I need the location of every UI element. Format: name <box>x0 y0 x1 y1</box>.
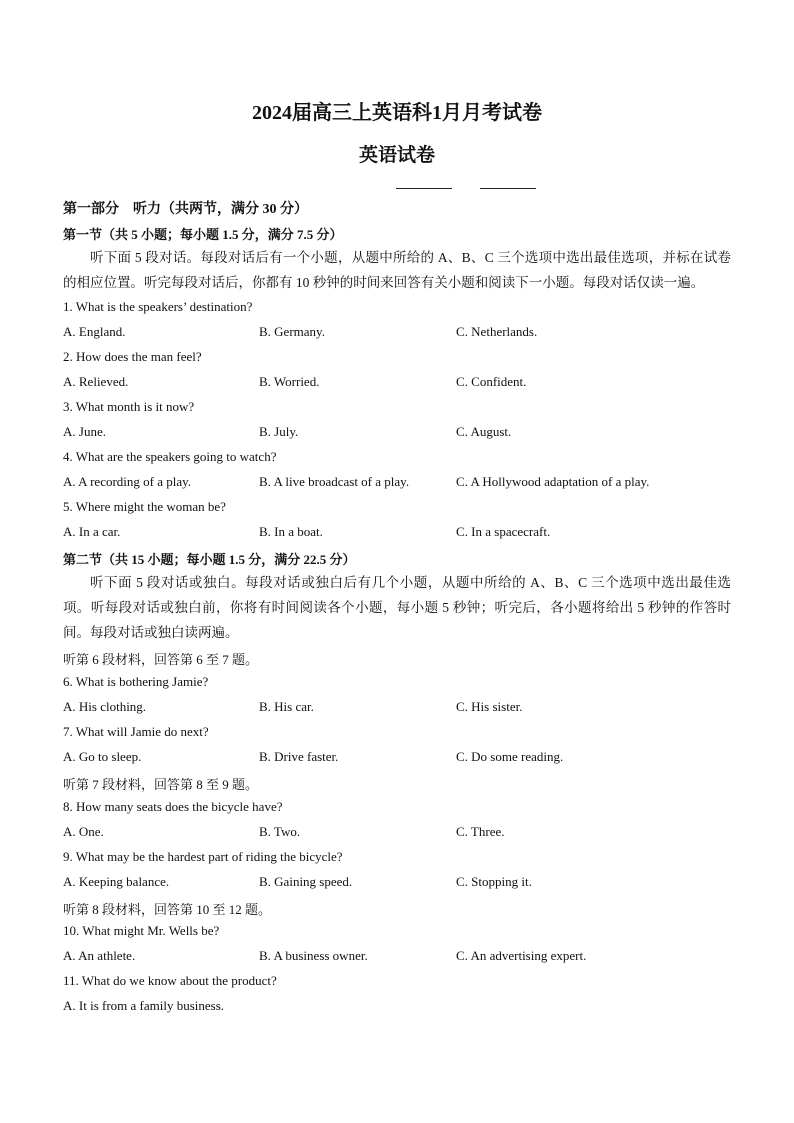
q1-option-a: A. England. <box>63 324 126 339</box>
q9-option-c: C. Stopping it. <box>456 874 532 889</box>
q3-option-a: A. June. <box>63 424 106 439</box>
q8-option-a: A. One. <box>63 824 104 839</box>
q5-option-a: A. In a car. <box>63 524 121 539</box>
question-9: 9. What may be the hardest part of riding the bicycle? <box>63 849 343 864</box>
question-8: 8. How many seats does the bicycle have? <box>63 799 283 814</box>
q5-option-c: C. In a spacecraft. <box>456 524 551 539</box>
q2-option-a: A. Relieved. <box>63 374 129 389</box>
q8-option-b: B. Two. <box>259 824 301 839</box>
question-3: 3. What month is it now? <box>63 399 195 414</box>
question-2: 2. How does the man feel? <box>63 349 202 364</box>
question-5: 5. Where might the woman be? <box>63 499 226 514</box>
q10-option-c: C. An advertising expert. <box>456 948 587 963</box>
q2-option-b: B. Worried. <box>259 374 320 389</box>
q3-option-b: B. July. <box>259 424 299 439</box>
question-7: 7. What will Jamie do next? <box>63 724 209 739</box>
question-11: 11. What do we know about the product? <box>63 973 277 988</box>
q3-option-c: C. August. <box>456 424 512 439</box>
blank-line <box>480 188 536 189</box>
q1-option-c: C. Netherlands. <box>456 324 538 339</box>
q7-option-a: A. Go to sleep. <box>63 749 142 764</box>
q9-option-b: B. Gaining speed. <box>259 874 353 889</box>
blank-line <box>396 188 452 189</box>
material-8-note: 听第 8 段材料，回答第 10 至 12 题。 <box>63 902 272 917</box>
section2-heading: 第二节（共 15 小题；每小题 1.5 分，满分 22.5 分） <box>63 552 356 567</box>
q11-option-a: A. It is from a family business. <box>63 998 225 1013</box>
q6-option-b: B. His car. <box>259 699 314 714</box>
q6-option-c: C. His sister. <box>456 699 523 714</box>
material-7-note: 听第 7 段材料，回答第 8 至 9 题。 <box>63 777 259 792</box>
q7-option-b: B. Drive faster. <box>259 749 339 764</box>
q10-option-b: B. A business owner. <box>259 948 368 963</box>
name-class-blanks <box>396 176 546 190</box>
q5-option-b: B. In a boat. <box>259 524 323 539</box>
q9-option-a: A. Keeping balance. <box>63 874 170 889</box>
exam-subtitle: 英语试卷 <box>358 145 435 166</box>
q4-option-b: B. A live broadcast of a play. <box>259 474 410 489</box>
part1-heading: 第一部分 听力（共两节，满分 30 分） <box>63 202 308 217</box>
exam-title: 2024届高三上英语科1月月考试卷 <box>252 102 542 124</box>
q2-option-c: C. Confident. <box>456 374 527 389</box>
question-6: 6. What is bothering Jamie? <box>63 674 209 689</box>
section1-heading: 第一节（共 5 小题；每小题 1.5 分，满分 7.5 分） <box>63 227 343 242</box>
section1-instructions: 听下面 5 段对话。每段对话后有一个小题，从题中所给的 A、B、C 三个选项中选出最佳选项，并标在试卷的相应位置。听完每段对话后，你都有 10 秒钟的时间来回答有关小题和阅读下一小题。每段对话仅读一遍。 <box>63 250 731 290</box>
q1-option-b: B. Germany. <box>259 324 325 339</box>
q4-option-c: C. A Hollywood adaptation of a play. <box>456 474 650 489</box>
q7-option-c: C. Do some reading. <box>456 749 564 764</box>
question-10: 10. What might Mr. Wells be? <box>63 923 220 938</box>
q6-option-a: A. His clothing. <box>63 699 147 714</box>
question-1: 1. What is the speakers’ destination? <box>63 299 253 314</box>
material-6-note: 听第 6 段材料，回答第 6 至 7 题。 <box>63 652 259 667</box>
q4-option-a: A. A recording of a play. <box>63 474 192 489</box>
question-4: 4. What are the speakers going to watch? <box>63 449 277 464</box>
q8-option-c: C. Three. <box>456 824 505 839</box>
section2-instructions: 听下面 5 段对话或独白。每段对话或独白后有几个小题，从题中所给的 A、B、C 三个选项中选出最佳选项。听每段对话或独白前，你将有时间阅读各个小题，每小题 5 秒钟；听完后，各小题将给出 5 秒钟的作答时间。每段对话或独白读两遍。 <box>63 575 731 640</box>
q10-option-a: A. An athlete. <box>63 948 136 963</box>
